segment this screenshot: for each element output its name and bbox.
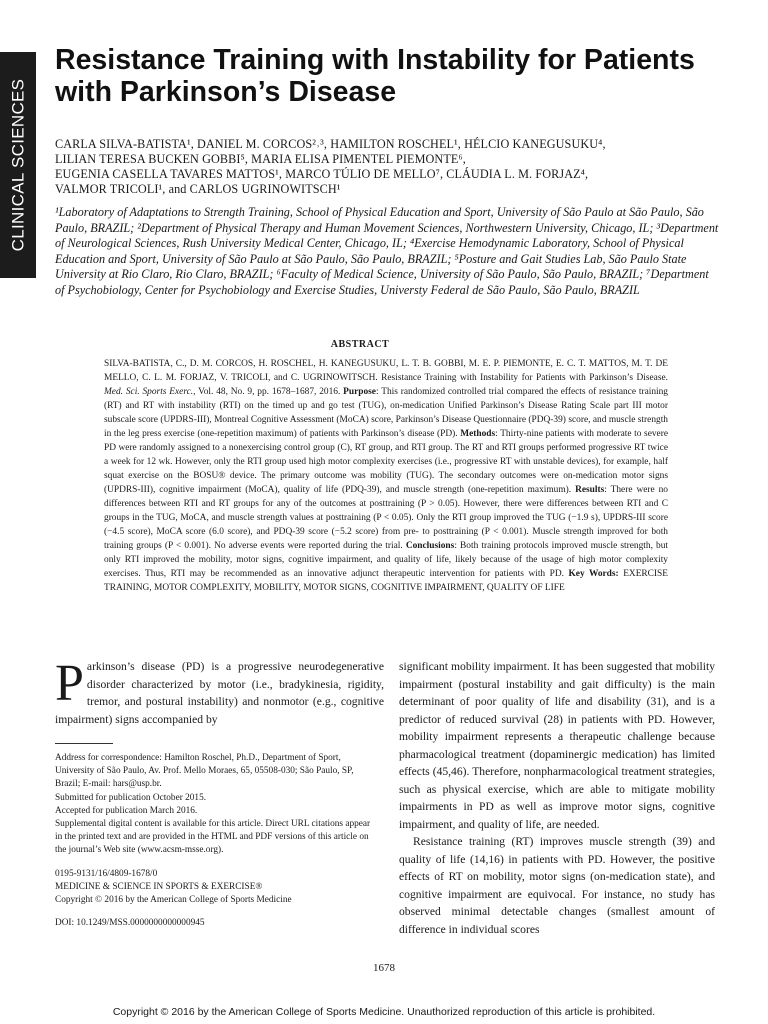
body-paragraph: Resistance training (RT) improves muscle strength (39) and quality of life (14,16) in patients with PD. However, the positive effects of RT on mobility, motor signs (on-medication state), and cognitive impairment are equivocal. For instance, no study has observed minimal detectable changes (smallest amount of difference in individual scores xyxy=(399,835,715,936)
body-right-column xyxy=(399,658,715,938)
methods-text: : Thirty-nine patients with moderate to severe PD were randomly assigned to a nonexercising control group (C), RT group, and RTI group. The RT and RTI groups performed progressive RT twice a week for 12 wk. However, only the RTI group used high motor complexity exercises (i.e., progressive RT with unstable devices), for example, half squat exercise on the BOSU® device. The primary outcome was mobility (TUG). The secondary outcomes were on-medication motor signs (UPDRS-III), cognitive impairment (MoCA), quality of life (PDQ-39), and muscle strength (one-repetition maximum). xyxy=(104,429,668,495)
conclusions-label: Conclusions xyxy=(405,541,455,551)
keywords-label: Key Words: xyxy=(568,569,619,579)
drop-cap: P xyxy=(55,655,84,712)
results-label: Results xyxy=(575,485,605,495)
journal-abbrev: Med. Sci. Sports Exerc. xyxy=(104,387,194,397)
author-list xyxy=(55,137,735,197)
abstract-citation-tail: , Vol. 48, No. 9, pp. 1678–1687, 2016. xyxy=(193,387,344,397)
methods-label: Methods xyxy=(460,429,496,439)
submitted-note: Submitted for publication October 2015. xyxy=(55,792,207,803)
footnotes xyxy=(55,752,375,930)
supplemental-note: Supplemental digital content is available for this article. Direct URL citations appear in the printed text and are provided in the HTML and PDF versions of this article on the journal’s Web site (www.acsm-msse.org). xyxy=(55,819,371,856)
author-line: VALMOR TRICOLI¹, and CARLOS UGRINOWITSCH¹ xyxy=(55,182,341,196)
section-tab-label: CLINICAL SCIENCES xyxy=(8,78,28,252)
title-line-1: Resistance Training with Instability for Patients xyxy=(55,44,695,76)
purpose-label: Purpose xyxy=(343,387,376,397)
article-title xyxy=(55,44,735,108)
copyright-note: Copyright © 2016 by the American College of Sports Medicine xyxy=(55,895,292,906)
author-line: LILIAN TERESA BUCKEN GOBBI⁵, MARIA ELISA PIMENTEL PIEMONTE⁶, xyxy=(55,152,466,166)
issn-note: 0195-9131/16/4809-1678/0 xyxy=(55,868,158,879)
conclusions-text: : Both training protocols improved muscle strength, but only RTI improved the mobility, motor signs, cognitive impairment, and quality of life, likely because of the usage of high motor complexity exercises. Thus, RTI may be recommended as an innovative adjunct therapeutic intervention for patients with PD. xyxy=(104,541,668,579)
intro-paragraph: arkinson’s disease (PD) is a progressive neurodegenerative disorder characterized by motor (i.e., bradykinesia, rigidity, tremor, and postural instability) and nonmotor (e.g., cognitive impairment) signs accompanied by xyxy=(55,660,384,726)
abstract-citation: SILVA-BATISTA, C., D. M. CORCOS, H. ROSCHEL, H. KANEGUSUKU, L. T. B. GOBBI, M. E. P. PIEMONTE, E. C. T. MATTOS, M. T. DE MELLO, C. L. M. FORJAZ, V. TRICOLI, and C. UGRINOWITSCH. Resistance Training with Instability for Patients with Parkinson’s Disease. xyxy=(104,359,668,383)
accepted-note: Accepted for publication March 2016. xyxy=(55,805,198,816)
author-line: EUGENIA CASELLA TAVARES MATTOS¹, MARCO TÚLIO DE MELLO⁷, CLÁUDIA L. M. FORJAZ⁴, xyxy=(55,167,589,181)
purpose-text: : This randomized controlled trial compared the effects of resistance training (RT) and RT with instability (RTI) on the timed up and go test (TUG), on-medication Unified Parkinson’s Disease Rating Scale part III motor subscale score (UPDRS-III), Montreal Cognitive Assessment (MoCA) score, Parkinson’s Disease Questionnaire (PDQ-39) score, and muscle strength in the leg press exercise (one-repetition maximum) of patients with Parkinson’s disease (PD). xyxy=(104,387,668,439)
footnote-gap xyxy=(55,907,375,917)
footer-copyright: Copyright © 2016 by the American College of Sports Medicine. Unauthorized reproduction of this article is prohibited. xyxy=(112,1006,656,1018)
doi-note: DOI: 10.1249/MSS.0000000000000945 xyxy=(55,918,205,929)
affiliations: ¹Laboratory of Adaptations to Strength Training, School of Physical Education and Sport, University of São Paulo at São Paulo, São Paulo, BRAZIL; ²Department of Physical Therapy and Human Movement Sciences, Northwestern University, Chicago, IL; ³Department of Neurological Sciences, Rush University Medical Center, Chicago, IL; ⁴Exercise Hemodynamic Laboratory, School of Physical Education and Sport, University of São Paulo at São Paulo, São Paulo, BRAZIL; ⁵Posture and Gait Studies Lab, São Paulo State University at Rio Claro, Rio Claro, BRAZIL; ⁶Faculty of Medical Science, University of São Paulo, São Paulo, BRAZIL; ⁷Department of Psychobiology, Center for Psychobiology and Exercise Studies, Universty Federal de São Paulo, São Paulo, BRAZIL xyxy=(55,205,719,297)
keywords-text: EXERCISE TRAINING, MOTOR COMPLEXITY, MOBILITY, MOTOR SIGNS, COGNITIVE IMPAIRMENT, QUALITY OF LIFE xyxy=(104,569,668,593)
footnote-divider xyxy=(55,743,113,744)
results-text: : There were no differences between RTI and RT groups for any of the outcomes at posttraining (P > 0.05). However, there were differences between RTI and C groups in the TUG, MoCA, and muscle strength values at posttraining (P < 0.05). Only the RTI group improved the TUG (−1.9 s), UPDRS-III score (−4.5 score), MoCA score (6.0 score), and PDQ-39 score (−5.2 score) from pre- to posttraining (P < 0.001). Muscle strength improved for both training groups (P < 0.001). No adverse events were reported during the trial. xyxy=(104,485,668,551)
title-line-2: with Parkinson’s Disease xyxy=(55,76,397,108)
abstract-body xyxy=(104,357,668,595)
body-left-column xyxy=(55,655,384,728)
journal-note: MEDICINE & SCIENCE IN SPORTS & EXERCISE® xyxy=(55,881,263,892)
author-line: CARLA SILVA-BATISTA¹, DANIEL M. CORCOS²˒³, HAMILTON ROSCHEL¹, HÉLCIO KANEGUSUKU⁴, xyxy=(55,137,606,151)
page-number: 1678 xyxy=(373,962,395,974)
section-tab xyxy=(0,52,36,278)
abstract-heading: ABSTRACT xyxy=(330,339,390,350)
body-paragraph: significant mobility impairment. It has been suggested that mobility impairment (postural instability and gait difficulty) is the main determinant of poor quality of life and disability (31), and is a predictor of reduced survival (28) in patients with PD. However, mobility impairment represents a therapeutic challenge because pharmacological treatment (dopaminergic medication) has limited effects (45,46). Therefore, nonpharmacological treatment strategies, such as physical exercise, which are able to mitigate mobility impairments in PD as well as improve motor signs, cognitive impairment, and quality of life, are needed. xyxy=(399,660,715,831)
footnote-gap xyxy=(55,858,375,868)
correspondence-note: Address for correspondence: Hamilton Roschel, Ph.D., Department of Sport, University of São Paulo, Av. Prof. Mello Moraes, 65, 05508-030; São Paulo, SP, Brazil; E-mail: hars@usp.br. xyxy=(55,753,354,790)
